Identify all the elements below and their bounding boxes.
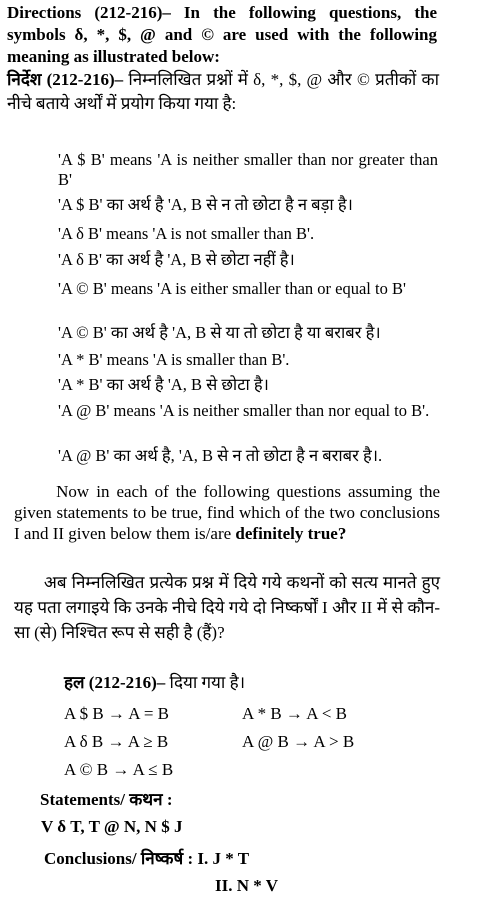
relation-dollar: A $ B → A = B (64, 704, 170, 723)
conclusion-two: II. N * V (215, 876, 278, 895)
definition-3-en: 'A © B' means 'A is either smaller than or equal to B' (58, 279, 406, 298)
definition-1-en: 'A $ B' means 'A is neither smaller than nor greater than B' (58, 150, 438, 189)
definition-4-en: 'A * B' means 'A is smaller than B'. (58, 350, 290, 369)
definition-1-hi: 'A $ B' का अर्थ है 'A, B से न तो छोटा है न बड़ा है। (58, 195, 353, 214)
directions-english: Directions (212-216)– In the following questions, the symbols δ, *, $, @ and © are used with the following meaning as illustrated below: (7, 3, 437, 66)
relation-at: A @ B → A > B (242, 732, 355, 751)
definition-2-en: 'A δ B' means 'A is not smaller than B'. (58, 224, 315, 243)
solution-label: हल (212-216)– (64, 673, 166, 692)
statements-value: V δ T, T @ N, N $ J (41, 817, 183, 836)
solution-heading (64, 670, 245, 693)
instruction-hindi-text: अब निम्नलिखित प्रत्येक प्रश्न में दिये गये कथनों को सत्य मानते हुए यह पता लगाइये कि उनके नीचे दिये गये दो निष्कर्षों I और II में से कौन-सा (से) निश्चित रूप से सही है (हैं)? (14, 573, 441, 642)
instruction-text: Now in each of the following questions assuming the given statements to be true, find which of the two conclusions I and II given below them is/are (14, 482, 440, 543)
question-instruction-english (14, 481, 440, 544)
statements-label: Statements/ कथन : (40, 790, 173, 809)
definition-3-hi: 'A © B' का अर्थ है 'A, B से या तो छोटा है या बराबर है। (58, 323, 381, 342)
directions-hindi-label: निर्देश (212-216)– (7, 70, 124, 89)
definition-2-hi: 'A δ B' का अर्थ है 'A, B से छोटा नहीं है। (58, 250, 295, 269)
directions-hindi (7, 68, 439, 116)
definition-5-hi: 'A @ B' का अर्थ है, 'A, B से न तो छोटा है न बराबर है।. (58, 446, 383, 465)
question-instruction-hindi (14, 570, 440, 645)
relation-delta: A δ B → A ≥ B (64, 732, 169, 751)
instruction-emphasis: definitely true? (235, 524, 347, 543)
definition-4-hi: 'A * B' का अर्थ है 'A, B से छोटा है। (58, 375, 269, 394)
conclusions-label: Conclusions/ निष्कर्ष : I. J * T (44, 849, 250, 868)
solution-text: दिया गया है। (165, 673, 246, 692)
relation-copyright: A © B → A ≤ B (64, 760, 174, 779)
definition-5-en: 'A @ B' means 'A is neither smaller than nor equal to B'. (58, 401, 430, 420)
relation-star: A * B → A < B (242, 704, 348, 723)
directions-hindi-text: निम्नलिखित प्रश्नों में δ, *, $, @ और © प्रतीकों का नीचे बताये अर्थों में प्रयोग किया गया है: (7, 70, 439, 113)
